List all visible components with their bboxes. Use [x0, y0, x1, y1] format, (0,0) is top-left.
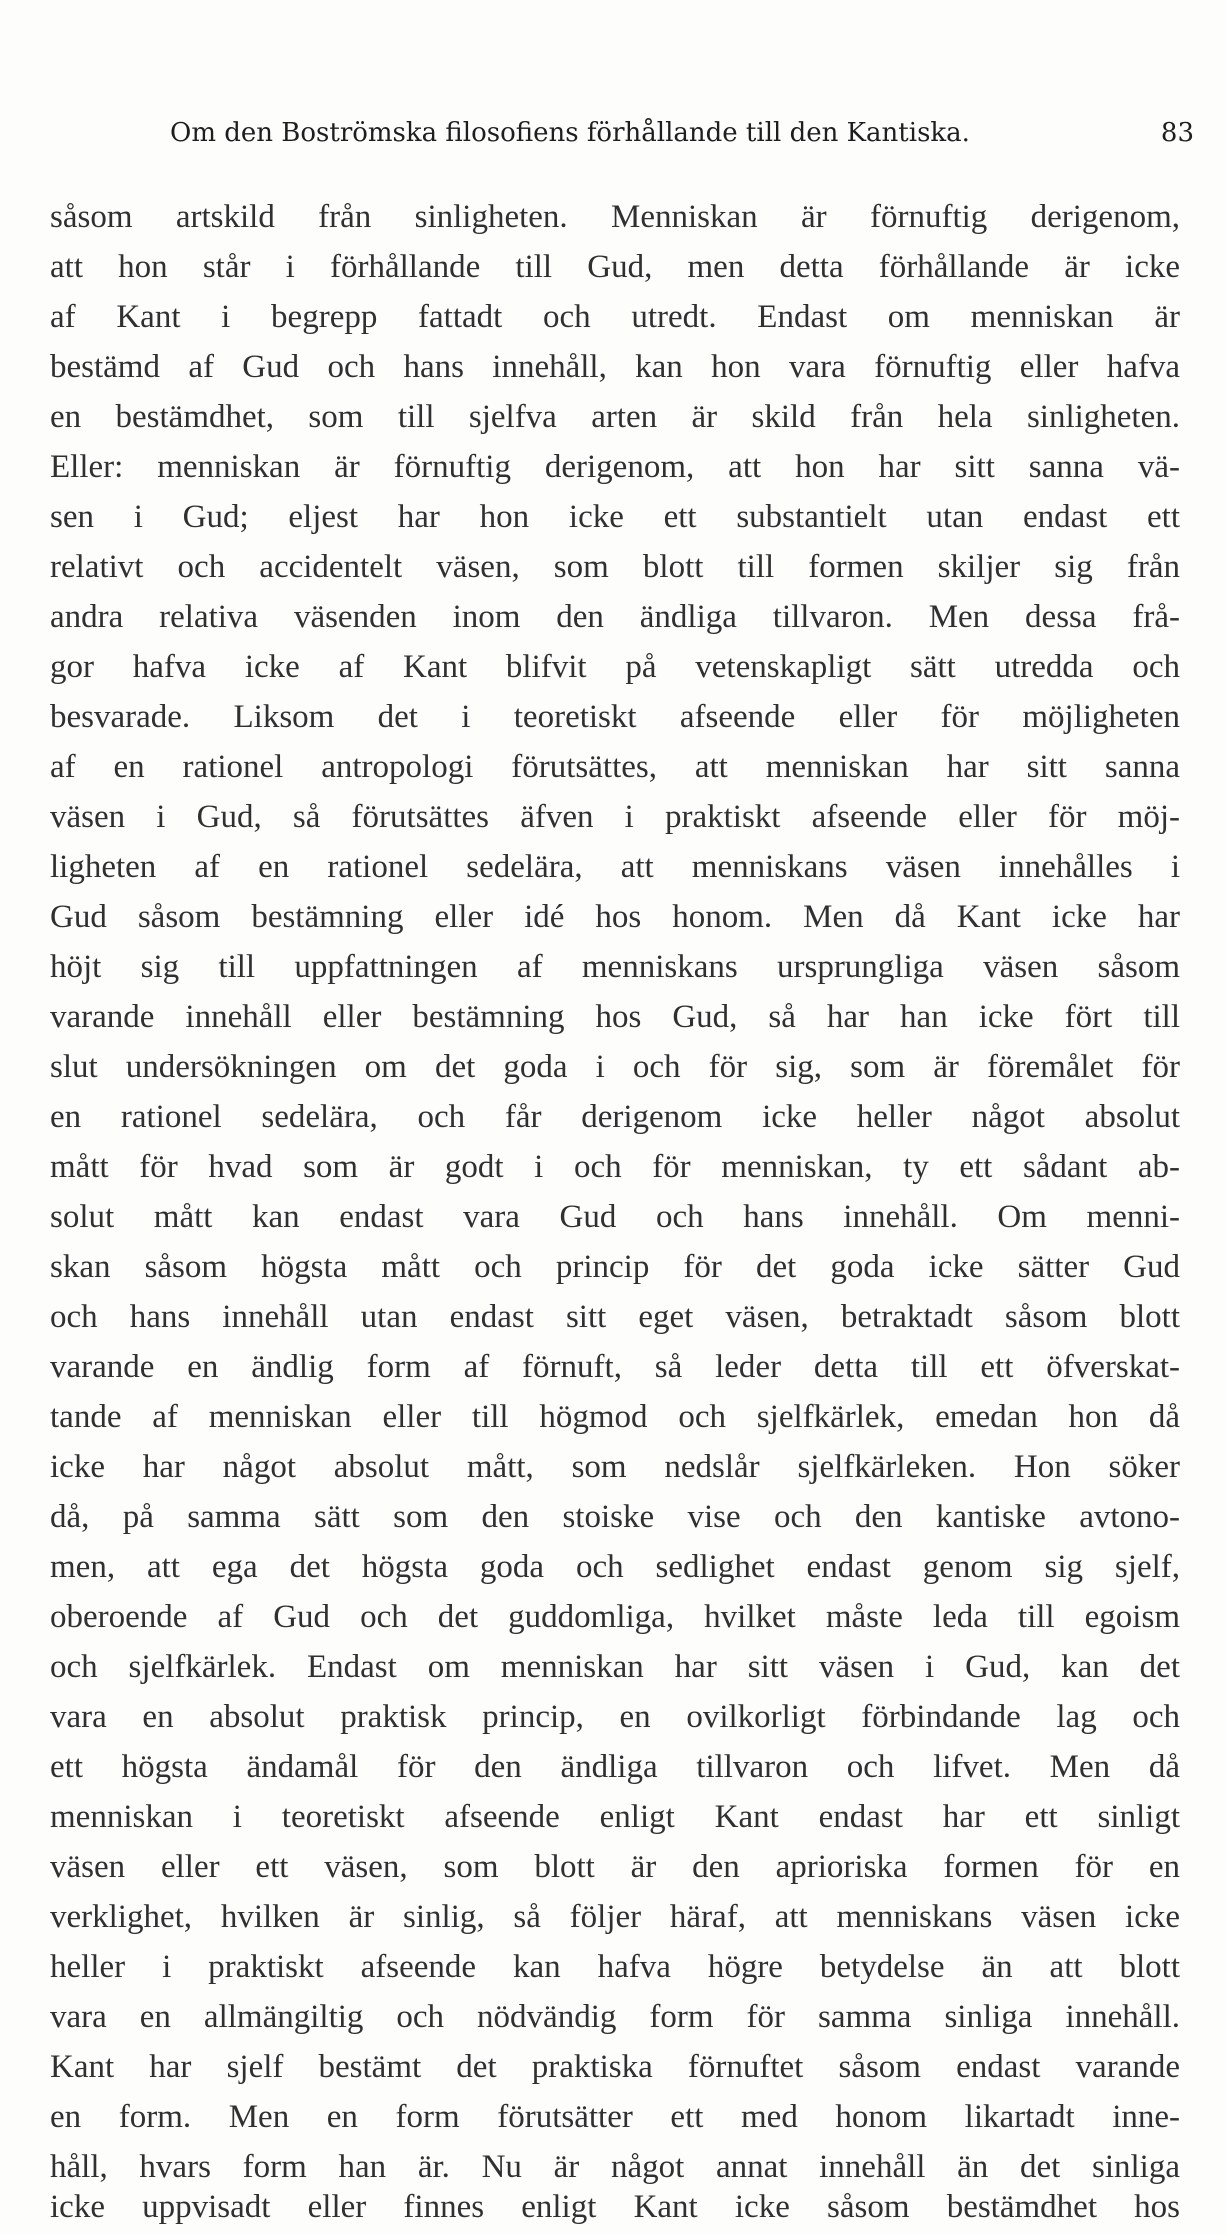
text-line: en form. Men en form förutsätter ett med honom likartadt inne-: [50, 2099, 1180, 2135]
text-line: besvarade. Liksom det i teoretiskt afseende eller för möjligheten: [50, 699, 1180, 735]
text-line: gor hafva icke af Kant blifvit på vetenskapligt sätt utredda och: [50, 649, 1180, 685]
text-line: vara en absolut praktisk princip, en ovilkorligt förbindande lag och: [50, 1699, 1180, 1735]
text-line: men, att ega det högsta goda och sedlighet endast genom sig sjelf,: [50, 1549, 1180, 1585]
text-line: ligheten af en rationel sedelära, att menniskans väsen innehålles i: [50, 849, 1180, 885]
text-line: väsen eller ett väsen, som blott är den aprioriska formen för en: [50, 1849, 1180, 1885]
text-line: heller i praktiskt afseende kan hafva högre betydelse än att blott: [50, 1949, 1180, 1985]
text-line: Kant har sjelf bestämt det praktiska förnuftet såsom endast varande: [50, 2049, 1180, 2085]
text-line: relativt och accidentelt väsen, som blott till formen skiljer sig från: [50, 549, 1180, 585]
text-line: håll, hvars form han är. Nu är något annat innehåll än det sinliga: [50, 2149, 1180, 2185]
text-line: höjt sig till uppfattningen af menniskans ursprungliga väsen såsom: [50, 949, 1180, 985]
text-line: af en rationel antropologi förutsättes, att menniskan har sitt sanna: [50, 749, 1180, 785]
text-line: och hans innehåll utan endast sitt eget väsen, betraktadt såsom blott: [50, 1299, 1180, 1335]
text-line: Eller: menniskan är förnuftig derigenom, att hon har sitt sanna vä-: [50, 449, 1180, 485]
text-line: sen i Gud; eljest har hon icke ett substantielt utan endast ett: [50, 499, 1180, 535]
running-title: Om den Boströmska filosofiens förhållande till den Kantiska.: [170, 118, 970, 148]
text-line: slut undersökningen om det goda i och för sig, som är föremålet för: [50, 1049, 1180, 1085]
text-line: oberoende af Gud och det guddomliga, hvilket måste leda till egoism: [50, 1599, 1180, 1635]
text-line: vara en allmängiltig och nödvändig form för samma sinliga innehåll.: [50, 1999, 1180, 2035]
text-line: en bestämdhet, som till sjelfva arten är skild från hela sinligheten.: [50, 399, 1180, 435]
text-line: solut mått kan endast vara Gud och hans innehåll. Om menni-: [50, 1199, 1180, 1235]
text-line: bestämd af Gud och hans innehåll, kan hon vara förnuftig eller hafva: [50, 349, 1180, 385]
text-line: såsom artskild från sinligheten. Menniskan är förnuftig derigenom,: [50, 199, 1180, 235]
page-number: 83: [1160, 118, 1194, 148]
text-line: varande innehåll eller bestämning hos Gud, så har han icke fört till: [50, 999, 1180, 1035]
text-line: skan såsom högsta mått och princip för det goda icke sätter Gud: [50, 1249, 1180, 1285]
text-line: och sjelfkärlek. Endast om menniskan har sitt väsen i Gud, kan det: [50, 1649, 1180, 1685]
text-line: tande af menniskan eller till högmod och sjelfkärlek, emedan hon då: [50, 1399, 1180, 1435]
text-line: icke har något absolut mått, som nedslår sjelfkärleken. Hon söker: [50, 1449, 1180, 1485]
text-line: att hon står i förhållande till Gud, men detta förhållande är icke: [50, 249, 1180, 285]
text-line: menniskan i teoretiskt afseende enligt Kant endast har ett sinligt: [50, 1799, 1180, 1835]
text-line: andra relativa väsenden inom den ändliga tillvaron. Men dessa frå-: [50, 599, 1180, 635]
text-line: Gud såsom bestämning eller idé hos honom. Men då Kant icke har: [50, 899, 1180, 935]
running-head: [170, 118, 1194, 158]
text-line: varande en ändlig form af förnuft, så leder detta till ett öfverskat-: [50, 1349, 1180, 1385]
text-line: icke uppvisadt eller finnes enligt Kant icke såsom bestämdhet hos: [50, 2189, 1180, 2225]
text-line: en rationel sedelära, och får derigenom icke heller något absolut: [50, 1099, 1180, 1135]
text-line: mått för hvad som är godt i och för menniskan, ty ett sådant ab-: [50, 1149, 1180, 1185]
text-line: af Kant i begrepp fattadt och utredt. Endast om menniskan är: [50, 299, 1180, 335]
text-line: väsen i Gud, så förutsättes äfven i praktiskt afseende eller för möj-: [50, 799, 1180, 835]
text-line: ett högsta ändamål för den ändliga tillvaron och lifvet. Men då: [50, 1749, 1180, 1785]
text-line: då, på samma sätt som den stoiske vise och den kantiske avtono-: [50, 1499, 1180, 1535]
text-line: verklighet, hvilken är sinlig, så följer häraf, att menniskans väsen icke: [50, 1899, 1180, 1935]
